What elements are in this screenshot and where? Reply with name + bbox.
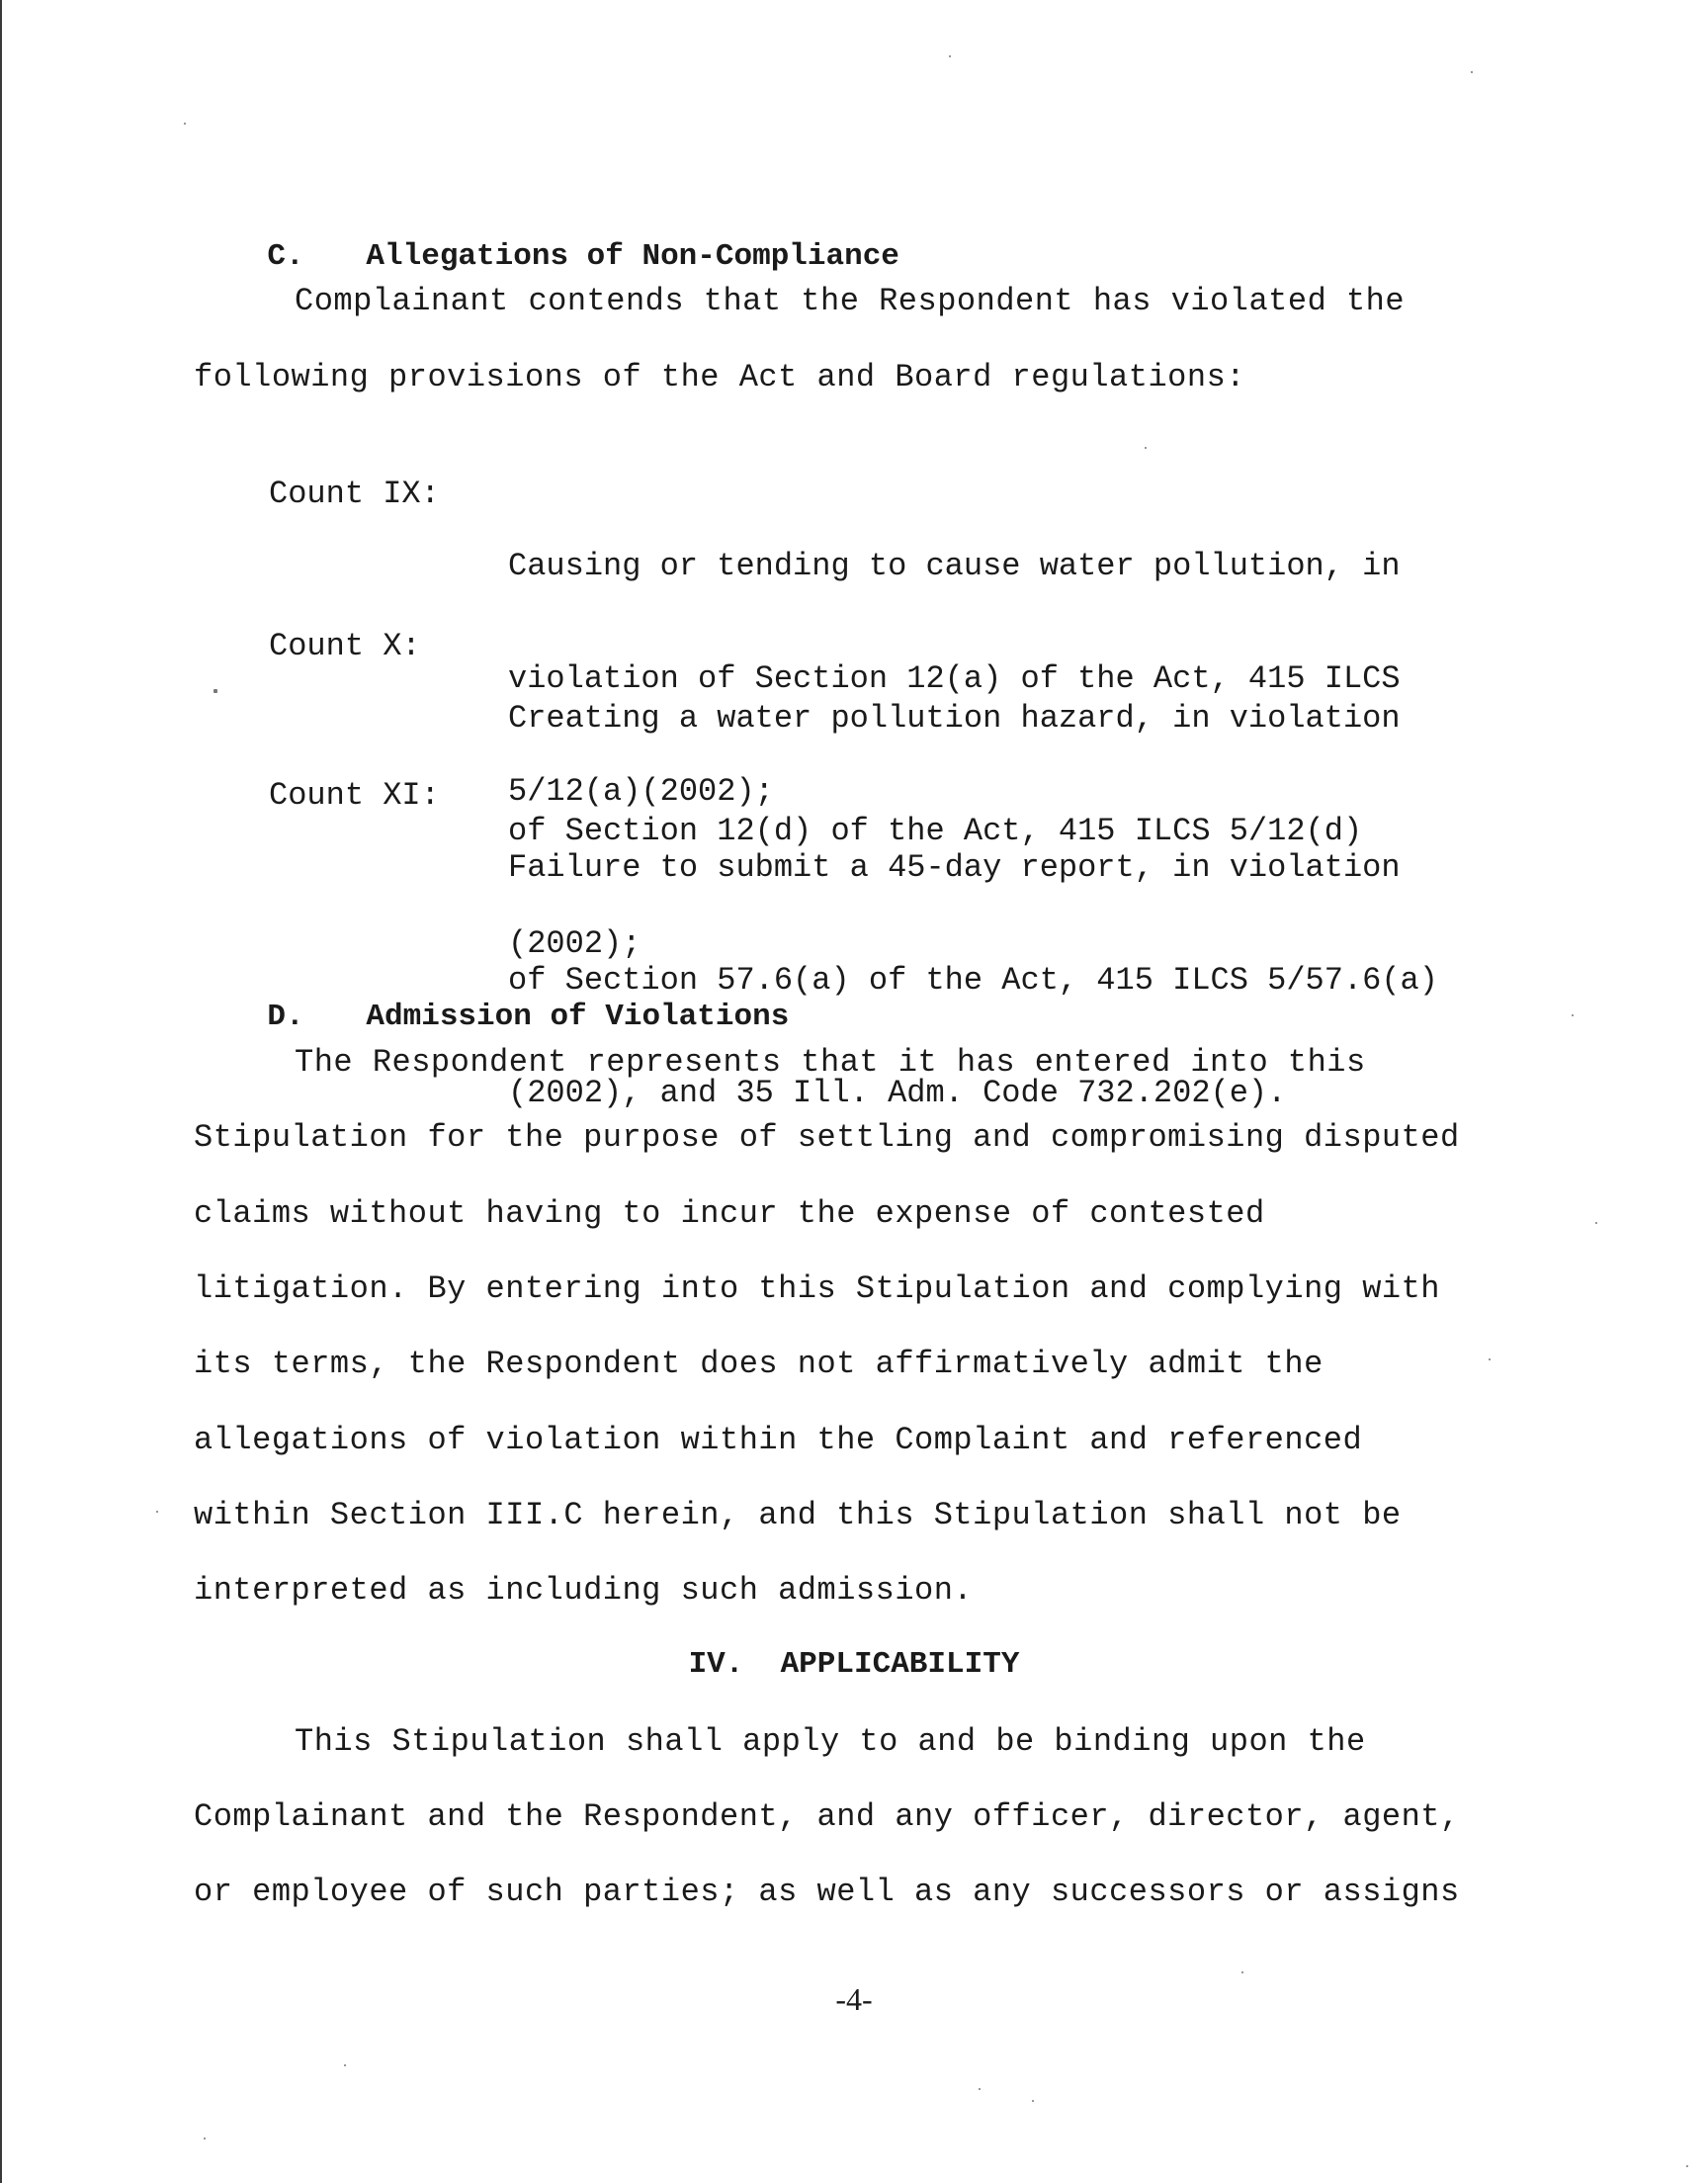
- section-iv-heading: IV. APPLICABILITY: [688, 1647, 1020, 1682]
- section-d-line-6: allegations of violation within the Complaint and referenced: [194, 1422, 1363, 1458]
- section-d-line-5: its terms, the Respondent does not affirmatively admit the: [194, 1346, 1324, 1382]
- scan-speck: [184, 123, 186, 125]
- scan-speck: [344, 2064, 346, 2066]
- count-ix-label: Count IX:: [269, 476, 440, 512]
- section-d-title: Admission of Violations: [366, 1000, 790, 1034]
- section-c-title: Allegations of Non-Compliance: [366, 239, 899, 274]
- section-c-intro-line-2: following provisions of the Act and Board regulations:: [194, 359, 1245, 395]
- page-number: -4-: [835, 1981, 873, 2017]
- count-xi-line-1: Failure to submit a 45-day report, in violation: [508, 849, 1401, 886]
- count-xi-line-3: (2002), and 35 Ill. Adm. Code 732.202(e).: [508, 1075, 1287, 1111]
- scan-speck: [949, 55, 951, 57]
- scan-speck: [156, 1511, 158, 1513]
- section-iv-line-2: Complainant and the Respondent, and any officer, director, agent,: [194, 1798, 1460, 1835]
- count-x-line-1: Creating a water pollution hazard, in violation: [508, 700, 1401, 737]
- scan-speck: [979, 2088, 981, 2090]
- section-d-letter: D.: [267, 1000, 304, 1034]
- count-xi-line-2: of Section 57.6(a) of the Act, 415 ILCS 5/57.6(a): [508, 962, 1438, 999]
- section-c-letter: C.: [267, 239, 304, 274]
- scan-speck: [1572, 1014, 1574, 1016]
- scan-speck: [1595, 1222, 1597, 1224]
- section-iv-line-1: This Stipulation shall apply to and be binding upon the: [295, 1723, 1366, 1760]
- section-d-line-7: within Section III.C herein, and this Stipulation shall not be: [194, 1497, 1402, 1533]
- count-ix-line-3: 5/12(a)(2002);: [508, 773, 774, 810]
- count-ix-line-1: Causing or tending to cause water pollution, in: [508, 548, 1401, 584]
- section-d-line-1: The Respondent represents that it has entered into this: [295, 1044, 1366, 1081]
- scan-speck: [1686, 2165, 1688, 2167]
- count-x-line-2: of Section 12(d) of the Act, 415 ILCS 5/12(d): [508, 813, 1363, 849]
- section-d-line-2: Stipulation for the purpose of settling and compromising disputed: [194, 1119, 1460, 1156]
- count-xi-label: Count XI:: [269, 777, 440, 814]
- scan-speck: [1032, 2100, 1034, 2102]
- section-d-line-4: litigation. By entering into this Stipulation and complying with: [194, 1270, 1440, 1307]
- scan-speck: [1489, 1358, 1491, 1360]
- count-x-label: Count X:: [269, 628, 421, 664]
- scan-speck: [214, 689, 217, 693]
- section-c-intro-line-1: Complainant contends that the Respondent has violated the: [295, 283, 1406, 319]
- scan-speck: [1471, 71, 1473, 73]
- section-d-line-8: interpreted as including such admission.: [194, 1572, 974, 1609]
- section-d-line-3: claims without having to incur the expense of contested: [194, 1195, 1265, 1232]
- count-x-line-3: (2002);: [508, 925, 641, 962]
- scan-speck: [1145, 447, 1147, 449]
- count-ix-line-2: violation of Section 12(a) of the Act, 415 ILCS: [508, 660, 1401, 697]
- scan-speck: [204, 2138, 206, 2139]
- section-iv-line-3: or employee of such parties; as well as any successors or assigns: [194, 1874, 1460, 1910]
- scan-speck: [1241, 1971, 1243, 1973]
- scan-edge-line: [0, 0, 2, 2183]
